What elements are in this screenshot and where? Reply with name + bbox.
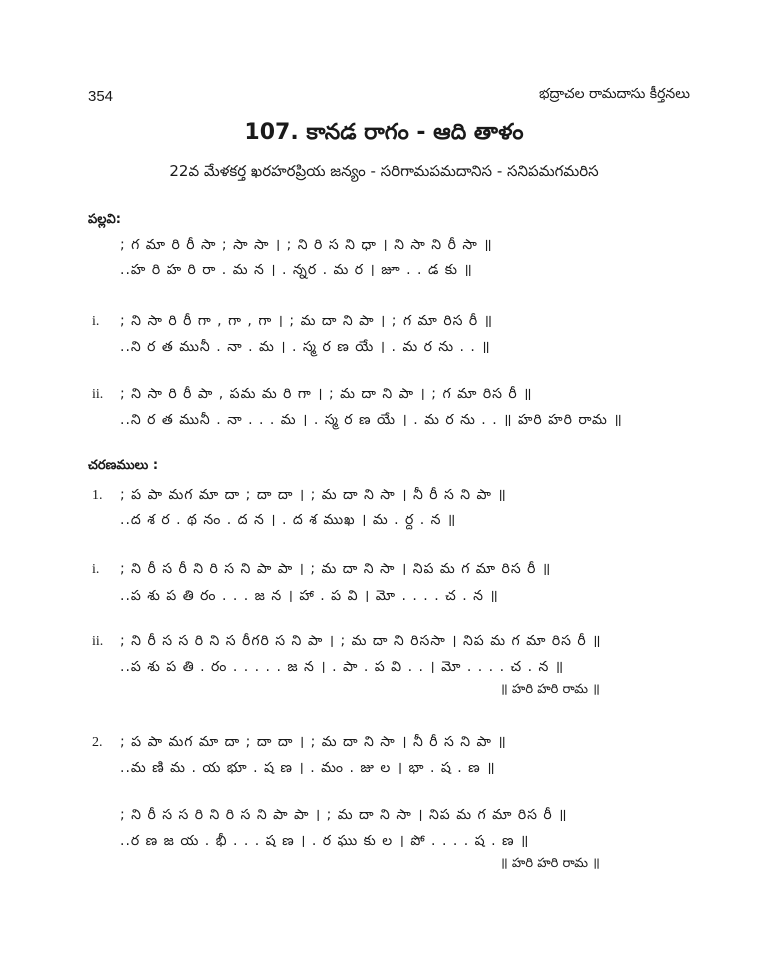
pallavi-lyric-line: ..హ రి హ రి రా . మ న । . న్నర . మ ర । జూ . . డ కు ॥ (120, 262, 473, 278)
variation-number: i. (92, 314, 100, 329)
charanam-swara-line: ; ని రీ స స రి ని రి స ని పా పా । ; మ దా ని సా । నిప మ గ మా రిస రీ ॥ (120, 807, 568, 823)
charanam-number: 2. (92, 735, 103, 750)
pallavi-swara-line: ; ని సా రి రీ గా , గా , గా । ; మ దా ని పా । ; గ మా రిస రీ ॥ (120, 313, 494, 329)
song-title: 107. కానడ రాగం - ఆది తాళం (244, 120, 524, 145)
charanam-swara-line: ; ని రీ స స రి ని స రీగరి స ని పా । ; మ దా ని రిససా । నిప మ గ మా రిస రీ ॥ (120, 633, 602, 649)
charanam-swara-line: ; ని రీ స రీ ని రి స ని పా పా । ; మ దా ని సా । నిప మ గ మా రిస రీ ॥ (120, 561, 552, 577)
variation-number: i. (92, 562, 100, 577)
running-title: భద్రాచల రామదాసు కీర్తనలు (538, 86, 690, 102)
charanam-swara-line: ; ప పా మగ మా దా ; దా దా । ; మ దా ని సా । నీ రీ స ని పా ॥ (120, 487, 507, 503)
variation-number: ii. (92, 634, 104, 649)
pallavi-lyric-line: ..ని ర త మునీ . నా . . . మ । . స్మ ర ణ యే । . మ ర ను . . ॥ హరి హరి రామ ॥ (120, 412, 623, 428)
charanam-lyric-line: ..మ ణి మ . య భూ . ష ణ । . మం . జు ల । భా . ష . ణ ॥ (120, 760, 496, 776)
charanam-swara-line: ; ప పా మగ మా దా ; దా దా । ; మ దా ని సా । నీ రీ స ని పా ॥ (120, 734, 507, 750)
charanam-lyric-line: ..ప శు ప తి . రం . . . . . జ న । . పా . ప వి . . । మో . . . . చ . న ॥ (120, 659, 565, 675)
charanam-lyric-line: ..ద శ ర . థ నం . ద న । . ద శ ముఖ । మ . ర్ద . న ॥ (120, 512, 457, 528)
page-number: 354 (88, 88, 114, 105)
pallavi-heading: పల్లవి: (88, 212, 121, 227)
pallavi-swara-line: ; గ మా రి రీ సా ; సా సా । ; ని రి స ని ధా । ని సా ని రీ సా ॥ (120, 237, 493, 253)
pallavi-lyric-line: ..ని ర త మునీ . నా . మ । . స్మ ర ణ యే । . మ ర ను . . ॥ (120, 339, 491, 355)
charanam-lyric-line: ..ప శు ప తి రం . . . జ న । హా . ప వి । మో . . . . చ . న ॥ (120, 588, 499, 604)
charanam-lyric-line: ..ర ణ జ య . భీ . . . ష ణ । . ర ఘు కు ల । పో . . . . ష . ణ ॥ (120, 833, 530, 849)
raga-subtitle: 22వ మేళకర్త ఖరహరప్రియ జన్యం - సరిగామపమదానిస - సనిపమగమరిస (169, 162, 599, 180)
variation-number: ii. (92, 387, 104, 402)
refrain: ॥ హరి హరి రామ ॥ (500, 856, 600, 871)
pallavi-swara-line: ; ని సా రి రీ పా , పమ మ రి గా । ; మ దా ని పా । ; గ మా రిస రీ ॥ (120, 386, 533, 402)
charanamulu-heading: చరణములు : (88, 458, 159, 473)
refrain: ॥ హరి హరి రామ ॥ (500, 682, 600, 697)
charanam-number: 1. (92, 488, 103, 503)
